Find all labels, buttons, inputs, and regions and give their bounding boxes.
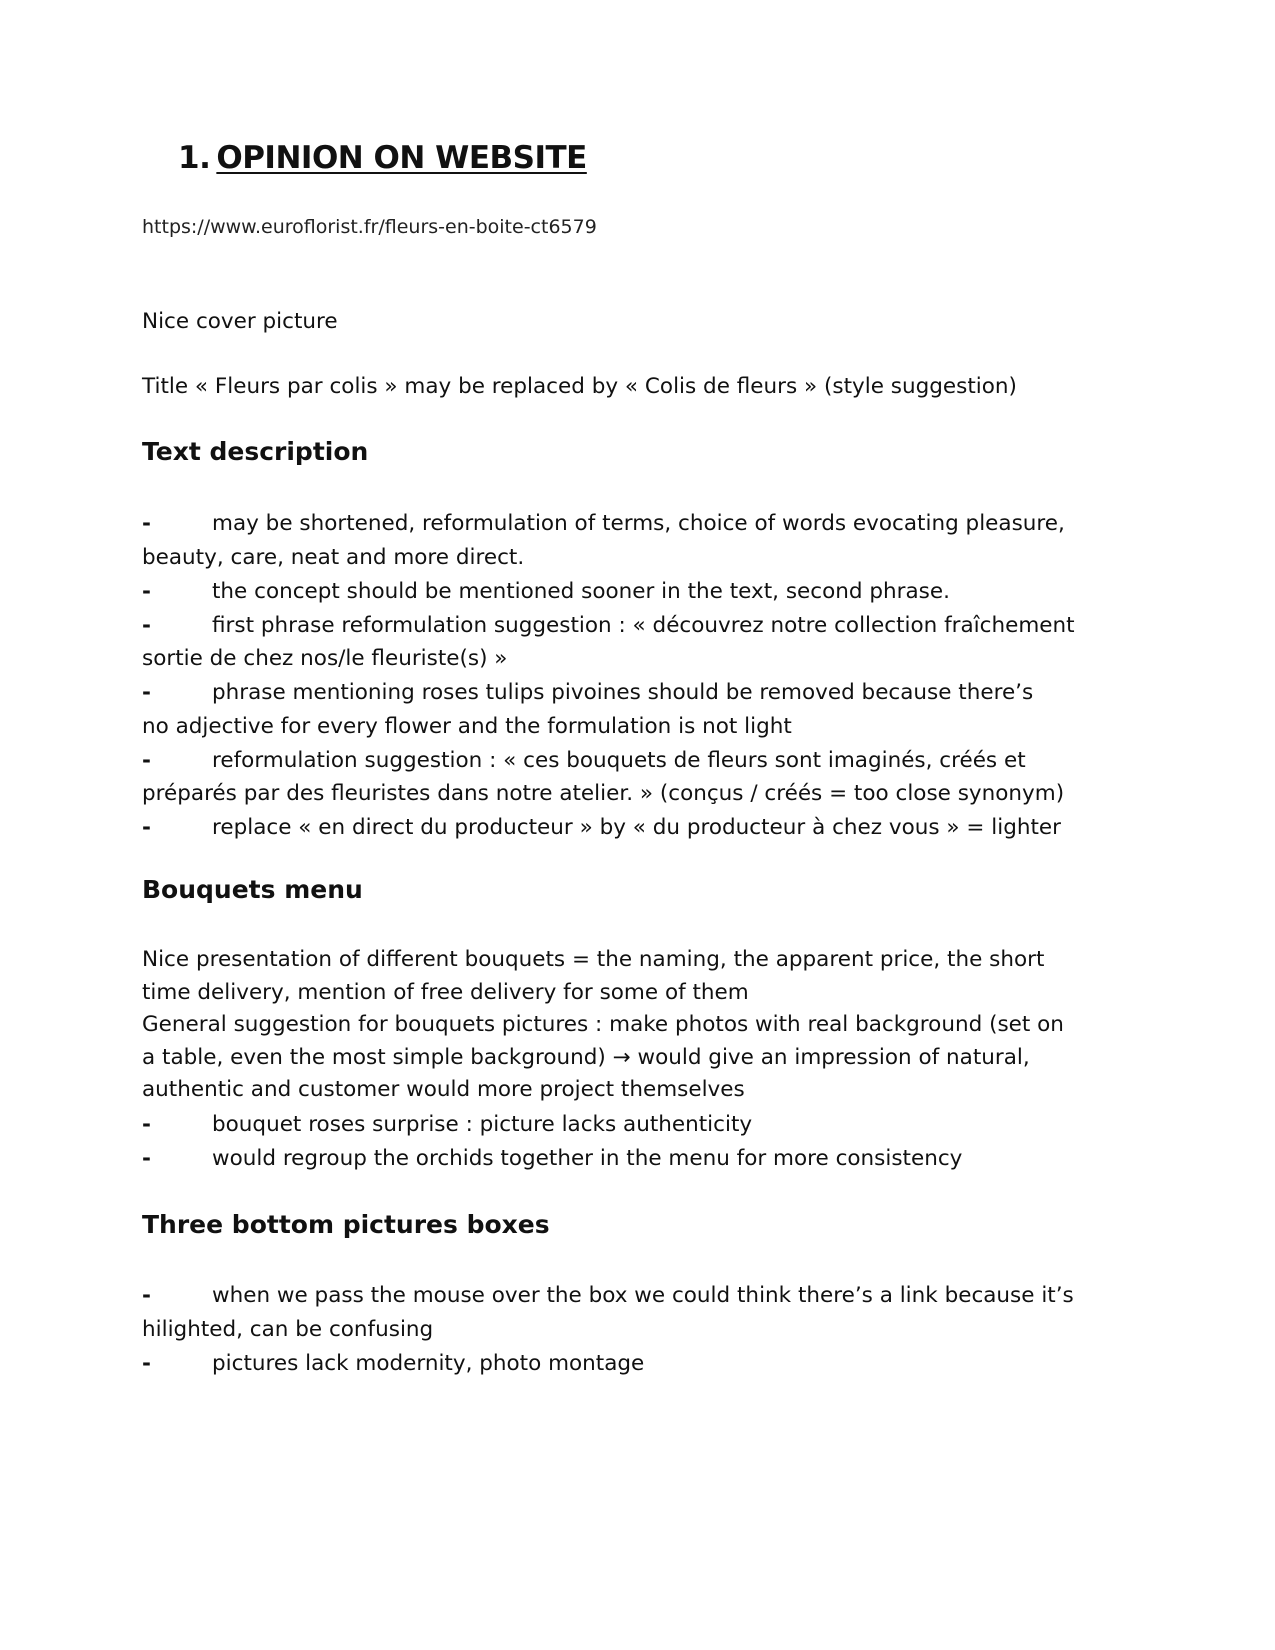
bullet-text: pictures lack modernity, photo montage (212, 1350, 645, 1376)
text-description-list (142, 507, 1102, 845)
bullet-text-continued: hilighted, can be confusing (142, 1316, 434, 1342)
bullet-text: may be shortened, reformulation of terms, choice of words evocating pleasure, (212, 511, 1065, 536)
bullet-text-continued: sortie de chez nos/le fleuriste(s) » (142, 646, 508, 671)
intro-line-1: Nice cover picture (142, 309, 338, 334)
website-url: https://www.euroflorist.fr/fleurs-en-boite-ct6579 (142, 216, 597, 238)
paragraph-line: authentic and customer would more project themselves (142, 1077, 745, 1103)
paragraph-line: General suggestion for bouquets pictures : make photos with real background (set on (142, 1012, 1064, 1038)
list-item (142, 1142, 1102, 1176)
bullet-dash: - (142, 1283, 151, 1308)
bullet-text: when we pass the mouse over the box we could think there’s a link because it’s (212, 1283, 1074, 1308)
bullet-dash: - (142, 815, 151, 840)
paragraph-line: Nice presentation of different bouquets = the naming, the apparent price, the short (142, 947, 1045, 972)
list-item (142, 1347, 1102, 1381)
bullet-dash: - (142, 680, 151, 705)
section-title-three-boxes: Three bottom pictures boxes (142, 1210, 550, 1239)
bouquets-menu-paragraph (142, 944, 1102, 1107)
bullet-text: the concept should be mentioned sooner in the text, second phrase. (212, 578, 950, 604)
bullet-text: reformulation suggestion : « ces bouquets de fleurs sont imaginés, créés et (212, 747, 1026, 773)
heading-title: OPINION ON WEBSITE (216, 140, 587, 176)
bullet-text: bouquet roses surprise : picture lacks authenticity (212, 1112, 753, 1137)
bullet-text: would regroup the orchids together in the menu for more consistency (212, 1146, 963, 1171)
bullet-text-continued: beauty, care, neat and more direct. (142, 544, 525, 570)
bullet-dash: - (142, 578, 151, 604)
section-title-text-description: Text description (142, 437, 369, 466)
bullet-dash: - (142, 1146, 151, 1171)
paragraph-line: a table, even the most simple background) → would give an impression of natural, (142, 1044, 1030, 1070)
list-item (142, 575, 1102, 609)
list-item (142, 744, 1102, 811)
main-heading (178, 140, 587, 176)
bullet-text-continued: préparés par des fleuristes dans notre atelier. » (conçus / créés = too close synonym) (142, 781, 1065, 806)
heading-number: 1. (178, 140, 211, 176)
list-item (142, 676, 1102, 743)
bullet-text: first phrase reformulation suggestion : « découvrez notre collection fraîchement (212, 612, 1075, 638)
bullet-dash: - (142, 511, 151, 536)
paragraph-line: time delivery, mention of free delivery for some of them (142, 979, 749, 1005)
list-item (142, 1108, 1102, 1142)
bullet-dash: - (142, 612, 151, 638)
bullet-dash: - (142, 1350, 151, 1376)
bullet-text-continued: no adjective for every flower and the formulation is not light (142, 713, 792, 739)
intro-line-2: Title « Fleurs par colis » may be replaced by « Colis de fleurs » (style suggestion) (142, 374, 1017, 399)
list-item (142, 507, 1102, 574)
list-item (142, 811, 1102, 845)
list-item (142, 1279, 1102, 1346)
bullet-dash: - (142, 747, 151, 773)
bullet-text: replace « en direct du producteur » by « du producteur à chez vous » = lighter (212, 815, 1061, 840)
bouquets-menu-list (142, 1108, 1102, 1176)
three-boxes-list (142, 1279, 1102, 1381)
bullet-text: phrase mentioning roses tulips pivoines should be removed because there’s (212, 680, 1034, 705)
section-title-bouquets-menu: Bouquets menu (142, 875, 363, 904)
list-item (142, 609, 1102, 676)
bullet-dash: - (142, 1112, 151, 1137)
